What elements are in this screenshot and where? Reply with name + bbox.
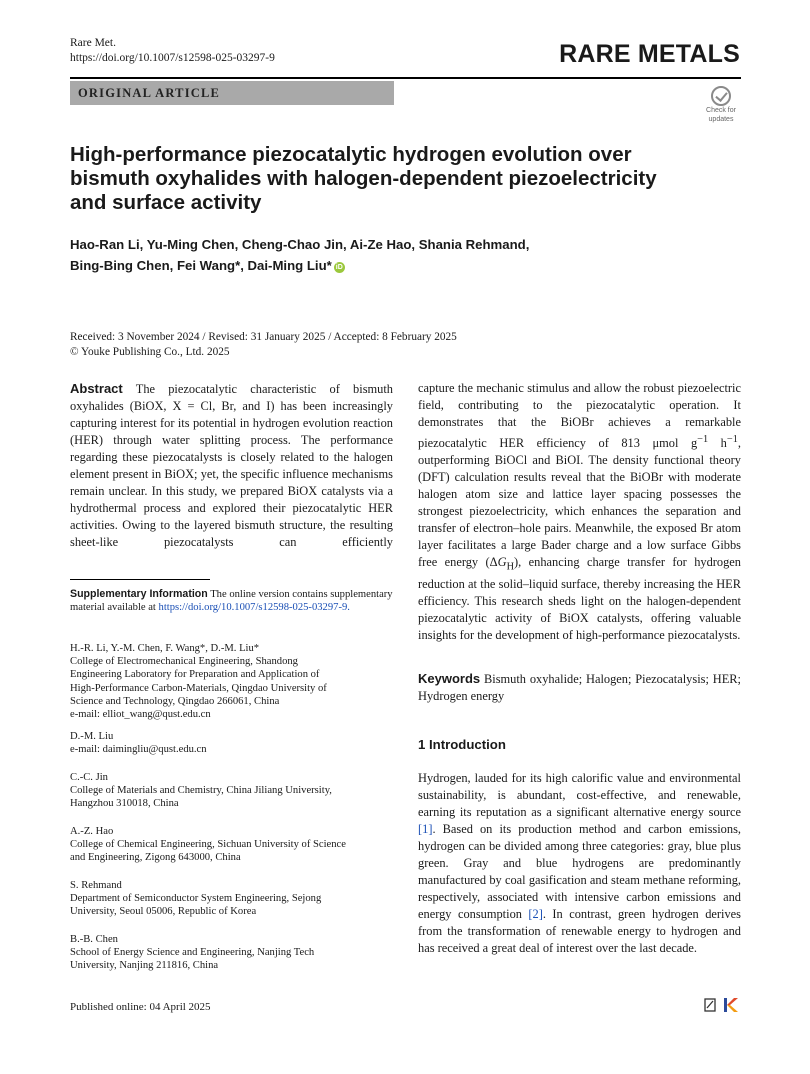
orcid-icon[interactable]: iD bbox=[335, 264, 343, 271]
unit-h: h bbox=[708, 436, 727, 451]
affiliation-line: Hangzhou 310018, China bbox=[70, 798, 179, 810]
affiliation-line: College of Chemical Engineering, Sichuan University of Science bbox=[70, 839, 346, 851]
supplementary-text: The online version contains supplementary material available at bbox=[70, 589, 393, 614]
unit-superscript: −1 bbox=[726, 434, 738, 445]
intro-text-2: . Based on its production method and carbon emissions, hydrogen can be divided among three categories: gray, blue plus green. Gray and blue hydrogens are predominantly manufactured by coal gasification and steam methane reforming, respectively, associated with intensive carbon emissions and energy consumption bbox=[418, 822, 741, 921]
copyright-line: © Youke Publishing Co., Ltd. 2025 bbox=[70, 346, 230, 358]
intro-text-1: Hydrogen, lauded for its high calorific value and environmental sustainability, is abundant, cost-effective, and renewable, earning its reputation as a significant alternative energy source bbox=[418, 771, 741, 819]
article-type-banner: ORIGINAL ARTICLE bbox=[70, 81, 394, 105]
check-updates-label-2: updates bbox=[708, 115, 734, 123]
abstract-left bbox=[70, 380, 393, 551]
keywords bbox=[418, 670, 741, 705]
abstract-label: Abstract bbox=[70, 381, 123, 396]
affiliation-names: S. Rehmand bbox=[70, 880, 122, 891]
affiliation-5 bbox=[70, 879, 393, 919]
affiliation-names: B.-B. Chen bbox=[70, 934, 118, 945]
affiliation-line: School of Energy Science and Engineering, Nanjing Tech bbox=[70, 947, 315, 959]
author-line-2: Bing-Bing Chen, Fei Wang*, Dai-Ming Liu* bbox=[70, 258, 332, 273]
citation-link[interactable]: [2] bbox=[528, 907, 543, 921]
supplementary-link[interactable]: https://doi.org/10.1007/s12598-025-03297-9. bbox=[158, 602, 350, 614]
affiliation-email[interactable]: e-mail: daimingliu@qust.edu.cn bbox=[70, 744, 207, 756]
section-heading-introduction: 1 Introduction bbox=[418, 737, 506, 752]
abstract-text-right-3: ), enhancing charge transfer for hydrogen reduction at the solid–liquid surface, thereby increasing the HER efficiency. This research sheds light on the halogen-dependent piezocatalytic activity of BiOX catalysts, offering valuable insights for the development of high-performance piezocatalysts. bbox=[418, 555, 741, 642]
affiliation-1 bbox=[70, 642, 393, 721]
affiliation-line: Engineering Laboratory for Preparation and Application of bbox=[70, 669, 320, 681]
check-updates-label-1: Check for bbox=[706, 107, 736, 114]
abstract-text-left: The piezocatalytic characteristic of bismuth oxyhalides (BiOX, X = Cl, Br, and I) has been increasingly capturing interest for its potential in hydrogen evolution reaction (HER) through water splitting process. The performance regarding these piezocatalysts is closely related to the halogen element present in BiOX; yet, the specific influence mechanisms remain unclear. In this study, we prepared BiOX catalysts via a hydrothermal process and explored their piezocatalytic HER activities. Owing to the layered bismuth structure, the resulting sheet-like piezocatalysts can efficiently bbox=[70, 382, 393, 549]
affiliation-email[interactable]: e-mail: elliot_wang@qust.edu.cn bbox=[70, 709, 211, 721]
journal-short-name: Rare Met. bbox=[70, 37, 116, 49]
received-dates: Received: 3 November 2024 / Revised: 31 January 2025 / Accepted: 8 February 2025 bbox=[70, 331, 457, 343]
header-divider bbox=[70, 77, 741, 79]
doi-link[interactable]: https://doi.org/10.1007/s12598-025-03297-9 bbox=[70, 52, 275, 64]
keywords-label: Keywords bbox=[418, 671, 481, 686]
affiliation-line: Department of Semiconductor System Engineering, Sejong bbox=[70, 893, 322, 905]
citation-link[interactable]: [1] bbox=[418, 822, 433, 836]
author-list bbox=[70, 234, 670, 276]
affiliation-6 bbox=[70, 933, 393, 973]
affiliation-3 bbox=[70, 771, 393, 811]
journal-name: RARE METALS bbox=[559, 40, 740, 68]
affiliation-line: University, Seoul 05006, Republic of Korea bbox=[70, 906, 257, 918]
gibbs-symbol: G bbox=[497, 555, 507, 570]
affiliation-names: D.-M. Liu bbox=[70, 731, 114, 742]
affiliation-4 bbox=[70, 825, 393, 865]
published-date: Published online: 04 April 2025 bbox=[70, 1001, 211, 1013]
affiliation-line: College of Electromechanical Engineering, Shandong bbox=[70, 656, 298, 668]
abstract-right bbox=[418, 380, 741, 644]
gibbs-subscript: H bbox=[506, 561, 515, 573]
bookmark-icon[interactable] bbox=[705, 999, 715, 1011]
affiliation-names: C.-C. Jin bbox=[70, 772, 108, 783]
affiliation-2 bbox=[70, 730, 393, 756]
check-for-updates-badge[interactable] bbox=[701, 86, 741, 124]
article-title: High-performance piezocatalytic hydrogen evolution over bismuth oxyhalides with halogen-dependent piezoelectricity and surface activity bbox=[70, 143, 657, 214]
unit-superscript: −1 bbox=[697, 434, 709, 445]
footer-icons bbox=[703, 997, 741, 1013]
abstract-text-right-1: capture the mechanic stimulus and allow the robust piezoelectric field, contributing to the piezocatalytic operation. It demonstrates that the BiOBr achieves a remarkable piezocatalytic HER efficiency of 813 μmol g bbox=[418, 381, 741, 451]
supplementary-info bbox=[70, 588, 393, 614]
affiliation-line: College of Materials and Chemistry, China Jiliang University, bbox=[70, 785, 332, 797]
intro-text-3: . In contrast, green hydrogen derives from the transformation of renewable energy to hydrogen and has received a great deal of interest over the last decade. bbox=[418, 907, 741, 955]
keywords-text: Bismuth oxyhalide; Halogen; Piezocatalysis; HER; Hydrogen energy bbox=[418, 672, 741, 703]
author-line-1: Hao-Ran Li, Yu-Ming Chen, Cheng-Chao Jin, Ai-Ze Hao, Shania Rehmand, bbox=[70, 237, 530, 252]
check-updates-icon bbox=[711, 86, 731, 106]
footnote-divider bbox=[70, 579, 210, 580]
affiliation-names: H.-R. Li, Y.-M. Chen, F. Wang*, D.-M. Liu* bbox=[70, 643, 260, 654]
publisher-logo-icon bbox=[724, 998, 738, 1012]
affiliation-line: High-Performance Carbon-Materials, Qingdao University of bbox=[70, 682, 327, 694]
affiliation-names: A.-Z. Hao bbox=[70, 826, 114, 837]
abstract-text-right-2: , outperforming BiOCl and BiOI. The density functional theory (DFT) calculation results reveal that the BiOBr with moderate halogen atom size and lattice layer spacing possesses the strongest piezoelectricity, which enhances the separation and transfer of electron–hole pairs. Meanwhile, the exposed Br atom layer facilitates a large Bader charge and a low surface Gibbs free energy (Δ bbox=[418, 436, 741, 570]
introduction-text bbox=[418, 770, 741, 957]
affiliation-line: University, Nanjing 211816, China bbox=[70, 960, 219, 972]
affiliation-line: and Engineering, Zigong 643000, China bbox=[70, 852, 241, 864]
supplementary-label: Supplementary Information bbox=[70, 588, 208, 600]
affiliation-line: Science and Technology, Qingdao 266061, China bbox=[70, 695, 280, 707]
